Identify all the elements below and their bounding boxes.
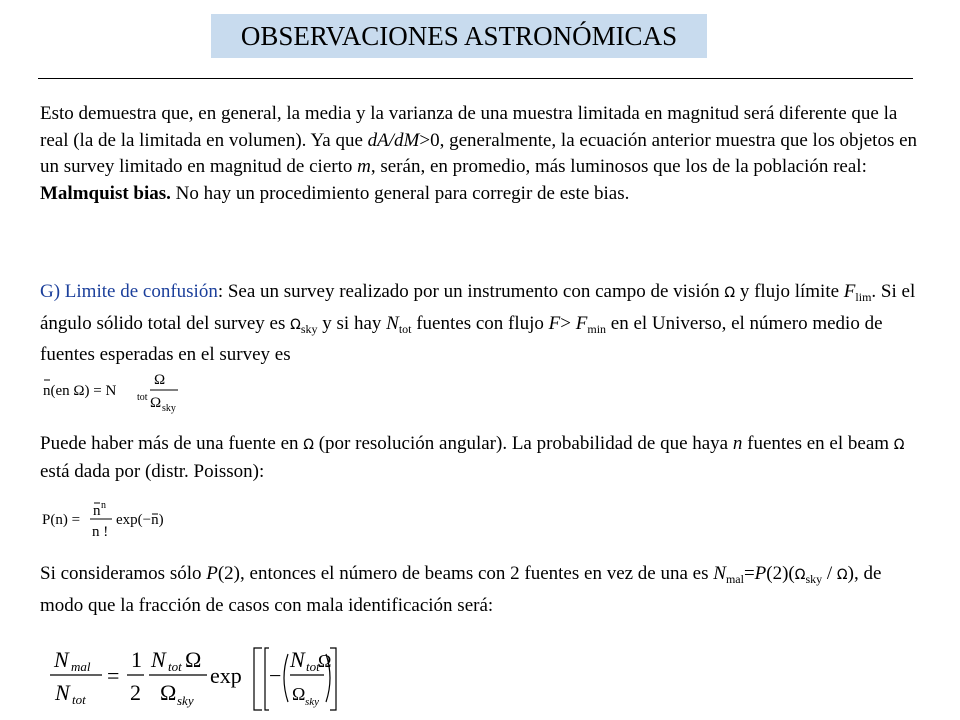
eq3-sky: sky xyxy=(177,693,194,708)
eq2-num: n xyxy=(93,503,101,519)
subscript: mal xyxy=(725,572,744,586)
text: = xyxy=(743,563,755,584)
text: N xyxy=(713,563,726,584)
subscript: lim xyxy=(855,290,872,304)
eq2-num-exp: n xyxy=(101,500,106,511)
text: ), de modo que la fracción de casos con mala identificación será: xyxy=(40,563,882,616)
eq3-num-omega: Ω xyxy=(185,647,202,672)
text: P xyxy=(754,563,767,584)
paragraph-confusion-limit xyxy=(40,279,920,369)
eq3-mal: mal xyxy=(71,659,91,674)
text: Puede haber más de una fuente en xyxy=(40,433,304,454)
text: está dada por (distr. Poisson): xyxy=(40,460,265,482)
page-title: OBSERVACIONES ASTRONÓMICAS xyxy=(211,14,707,58)
eq3-num-tot: tot xyxy=(168,659,182,674)
text: . Si el ángulo sólido total del survey es xyxy=(40,281,916,334)
text: F xyxy=(575,312,588,334)
eq3-in-omega: Ω xyxy=(318,651,332,671)
text: (por resolución angular). La probabilidad de que haya xyxy=(313,433,733,454)
eq2-rhs: exp(−n) xyxy=(116,512,164,528)
text: m xyxy=(357,156,371,177)
eq3-in-tot: tot xyxy=(306,659,320,674)
equation-misidentification-fraction xyxy=(40,640,340,714)
text: fuentes con flujo xyxy=(411,312,549,334)
section-heading: G) Limite de confusión xyxy=(40,281,218,302)
eq3-two: 2 xyxy=(130,680,141,705)
eq3-tot: tot xyxy=(72,692,86,707)
eq3-den: Ω xyxy=(160,680,177,705)
text: >0, generalmente, la ecuación anterior muestra que los objetos en un survey limitado en magnitud de cierto xyxy=(40,129,918,177)
text: y flujo límite xyxy=(735,281,844,302)
omega-symbol: Ω xyxy=(303,437,314,453)
eq3-ntot: N xyxy=(55,680,70,705)
text: dA/dM xyxy=(367,129,420,151)
eq3-minus: − xyxy=(269,663,282,688)
text: Esto demuestra que, en general, la media y la varianza de una muestra limitada en magnitud será diferente que la real (la de la limitada en volumen). Ya que xyxy=(40,103,898,151)
text: N xyxy=(386,312,399,334)
eq3-nmal: N xyxy=(54,647,69,672)
text: (2), entonces el número de beams con 2 fuentes en vez de una es xyxy=(217,563,714,584)
eq1-tot: tot xyxy=(137,392,148,403)
omega-symbol: Ω xyxy=(290,316,301,333)
eq3-eq: = xyxy=(107,663,120,688)
eq3-one: 1 xyxy=(131,647,142,672)
malmquist-bias-term: Malmquist bias. xyxy=(40,182,171,204)
text: fuentes en el beam xyxy=(742,433,894,454)
text: : Sea un survey realizado por un instrumento con campo de visión xyxy=(217,281,725,302)
eq3-exp: exp xyxy=(210,663,242,688)
equation-mean-sources xyxy=(40,366,190,414)
text: Si consideramos sólo xyxy=(40,563,207,584)
eq3-num-n: N xyxy=(151,647,166,672)
eq3-in-n: N xyxy=(290,647,305,672)
text: , serán, en promedio, más luminosos que los de la población real: xyxy=(370,156,867,177)
omega-symbol: Ω xyxy=(836,567,848,583)
subscript: min xyxy=(587,321,607,336)
text: No hay un procedimiento general para corregir de este bias. xyxy=(170,182,630,204)
subscript: sky xyxy=(300,321,318,336)
eq1-sky: sky xyxy=(162,403,176,414)
eq3-in-sky: sky xyxy=(305,696,320,708)
subscript: tot xyxy=(398,321,412,336)
text: F xyxy=(843,281,856,302)
equation-poisson xyxy=(40,497,180,543)
eq1-lhs: n(en Ω) = N xyxy=(43,383,117,399)
text: en el Universo, el número medio de fuentes esperadas en el survey es xyxy=(40,312,883,365)
text: > xyxy=(560,312,576,334)
omega-symbol: Ω xyxy=(794,567,806,583)
paragraph-malmquist xyxy=(40,101,920,207)
subscript: sky xyxy=(805,572,823,586)
text: P xyxy=(206,563,218,584)
eq1-num: Ω xyxy=(154,372,166,388)
text: F xyxy=(548,312,561,334)
text: (2)( xyxy=(766,563,795,584)
eq2-den: n ! xyxy=(92,524,109,540)
text: n xyxy=(732,433,743,454)
text: y si hay xyxy=(317,312,387,334)
eq1-den: Ω xyxy=(150,395,162,411)
title-divider xyxy=(38,78,913,79)
eq2-lhs: P(n) = xyxy=(42,512,81,528)
text: / xyxy=(822,563,837,584)
omega-symbol: Ω xyxy=(893,437,905,453)
paragraph-poisson xyxy=(40,431,920,485)
omega-symbol: Ω xyxy=(724,285,736,301)
eq3-in-den: Ω xyxy=(292,684,306,704)
paragraph-misidentification xyxy=(40,561,920,619)
